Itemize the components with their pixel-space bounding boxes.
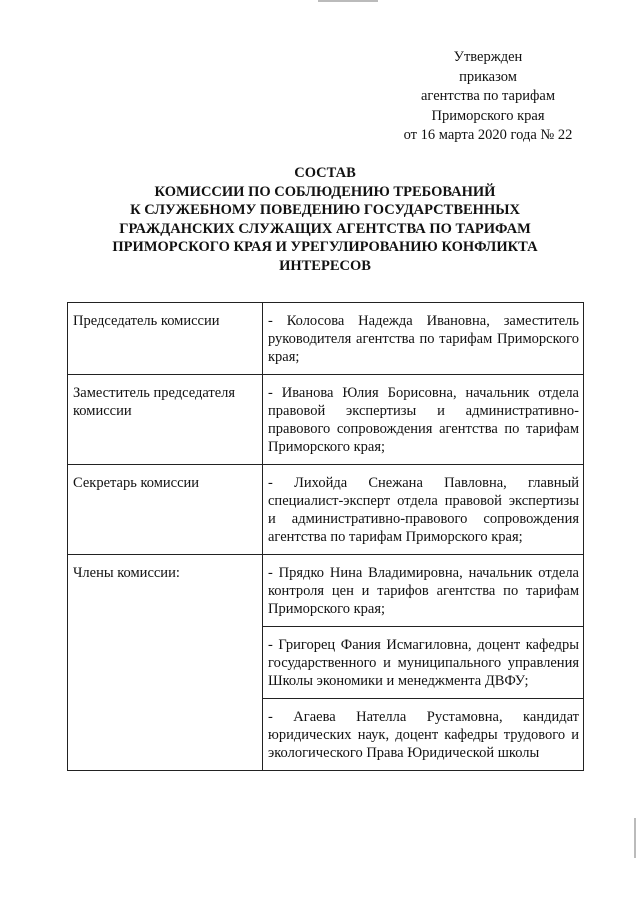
scan-artifact-right xyxy=(634,818,636,858)
approval-stamp xyxy=(388,48,588,146)
role-cell: Члены комиссии: xyxy=(68,555,263,771)
title-line: ПРИМОРСКОГО КРАЯ И УРЕГУЛИРОВАНИЮ КОНФЛИКТА xyxy=(112,239,538,255)
title-line: ИНТЕРЕСОВ xyxy=(279,257,371,274)
approval-line: агентства по тарифам xyxy=(421,88,555,104)
title-line: ГРАЖДАНСКИХ СЛУЖАЩИХ АГЕНТСТВА ПО ТАРИФАМ xyxy=(119,220,531,237)
table-row xyxy=(68,303,584,375)
title-line: СОСТАВ xyxy=(294,165,356,181)
role-cell: Председатель комиссии xyxy=(68,303,263,375)
title-line: КОМИССИИ ПО СОБЛЮДЕНИЮ ТРЕБОВАНИЙ xyxy=(154,183,496,200)
document-title xyxy=(90,164,560,275)
commission-members-table xyxy=(67,302,584,771)
approval-line: Приморского края xyxy=(431,107,545,124)
person-cell: - Лихойда Снежана Павловна, главный специалист-эксперт отдела правовой экспертизы и административно-правового сопровождения агентства по тарифам Приморского края; xyxy=(263,465,584,555)
scan-artifact-top xyxy=(318,0,378,2)
table-row xyxy=(68,375,584,465)
table-row xyxy=(68,555,584,627)
role-cell: Заместитель председателя комиссии xyxy=(68,375,263,465)
approval-line: Утвержден xyxy=(453,49,523,65)
approval-line: приказом xyxy=(459,68,517,85)
title-line: К СЛУЖЕБНОМУ ПОВЕДЕНИЮ ГОСУДАРСТВЕННЫХ xyxy=(130,202,520,218)
person-cell: - Иванова Юлия Борисовна, начальник отдела правовой экспертизы и административно-правового сопровождения агентства по тарифам Приморского края; xyxy=(263,375,584,465)
role-cell: Секретарь комиссии xyxy=(68,465,263,555)
person-cell: - Прядко Нина Владимировна, начальник отдела контроля цен и тарифов агентства по тарифам Приморского края; xyxy=(263,555,584,627)
table-row xyxy=(68,465,584,555)
approval-date-line: от 16 марта 2020 года № 22 xyxy=(403,127,573,143)
person-cell: - Агаева Нателла Рустамовна, кандидат юридических наук, доцент кафедры трудового и экологического Права Юридической школы xyxy=(263,699,584,771)
person-cell: - Колосова Надежда Ивановна, заместитель руководителя агентства по тарифам Приморского края; xyxy=(263,303,584,375)
person-cell: - Григорец Фания Исмагиловна, доцент кафедры государственного и муниципального управления Школы экономики и менеджмента ДВФУ; xyxy=(263,627,584,699)
